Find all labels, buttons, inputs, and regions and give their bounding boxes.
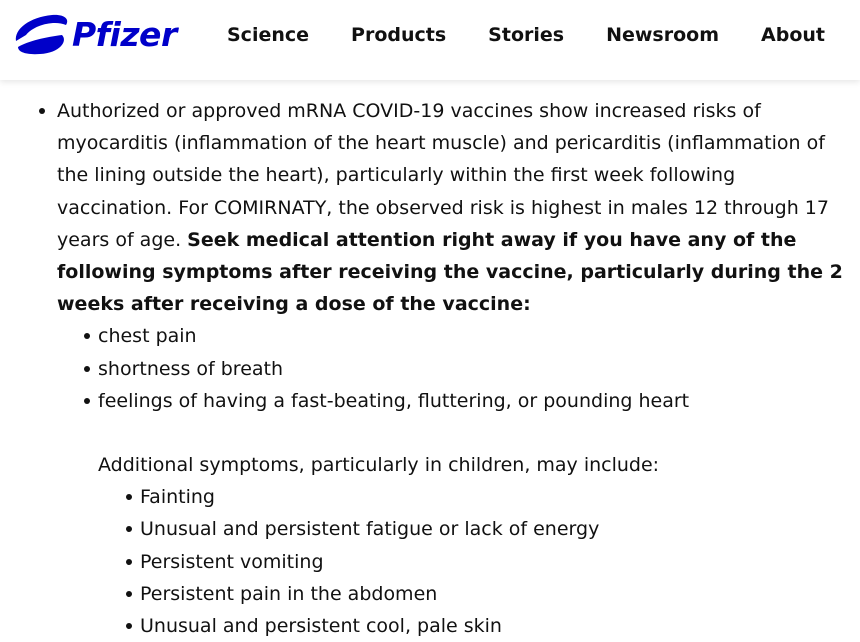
bullet-icon xyxy=(84,333,90,339)
bullet-icon xyxy=(84,366,90,372)
symptom-text: shortness of breath xyxy=(98,357,284,380)
additional-symptoms-intro: Additional symptoms, particularly in children, may include: xyxy=(98,454,660,477)
myocarditis-text: Authorized or approved mRNA COVID-19 vaccines show increased risks of myocarditis (inflammation of the heart muscle) and pericarditis (inflammation of the lining outside the heart), particularly within the first week following vaccination. For COMIRNATY, the observed risk is highest in males 12 through 17 years of age. xyxy=(57,100,829,251)
symptom-text: Persistent pain in the abdomen xyxy=(140,582,438,605)
logo-wordmark: Pfizer xyxy=(72,14,177,54)
main-nav xyxy=(227,22,860,48)
pfizer-logo[interactable] xyxy=(12,4,177,64)
symptom-list xyxy=(57,320,846,417)
list-item xyxy=(0,95,860,642)
bullet-icon xyxy=(84,398,90,404)
nav-stories[interactable]: Stories xyxy=(488,24,565,46)
nav-science[interactable]: Science xyxy=(227,24,310,46)
list-item xyxy=(57,320,846,352)
safety-content xyxy=(0,95,860,642)
seek-attention-text: Seek medical attention right away if you have any of the following symptoms after receiving the vaccine, particularly during the 2 weeks after receiving a dose of the vaccine: xyxy=(57,228,843,316)
symptom-text: Unusual and persistent fatigue or lack of energy xyxy=(140,518,600,541)
nav-newsroom[interactable]: Newsroom xyxy=(606,24,720,46)
bullet-icon xyxy=(126,623,132,629)
additional-symptom-list xyxy=(57,481,846,642)
symptom-text: Persistent vomiting xyxy=(140,550,324,573)
bullet-icon xyxy=(126,494,132,500)
list-item xyxy=(57,610,846,642)
site-header xyxy=(0,0,860,80)
bullet-icon xyxy=(126,559,132,565)
symptom-text: feelings of having a fast-beating, fluttering, or pounding heart xyxy=(98,389,690,412)
nav-products[interactable]: Products xyxy=(351,24,447,46)
nav-about[interactable]: About xyxy=(761,24,825,46)
pfizer-pill-logo-icon xyxy=(12,11,70,57)
list-item xyxy=(57,546,846,578)
safety-list xyxy=(0,95,860,642)
list-item xyxy=(57,353,846,385)
list-item xyxy=(57,481,846,513)
symptom-text: Fainting xyxy=(140,486,215,509)
bullet-icon xyxy=(39,108,45,114)
bullet-icon xyxy=(126,526,132,532)
list-item xyxy=(57,578,846,610)
symptom-text: chest pain xyxy=(98,325,197,348)
list-item xyxy=(57,513,846,545)
list-item xyxy=(57,385,846,417)
symptom-text: Unusual and persistent cool, pale skin xyxy=(140,615,502,638)
bullet-icon xyxy=(126,591,132,597)
